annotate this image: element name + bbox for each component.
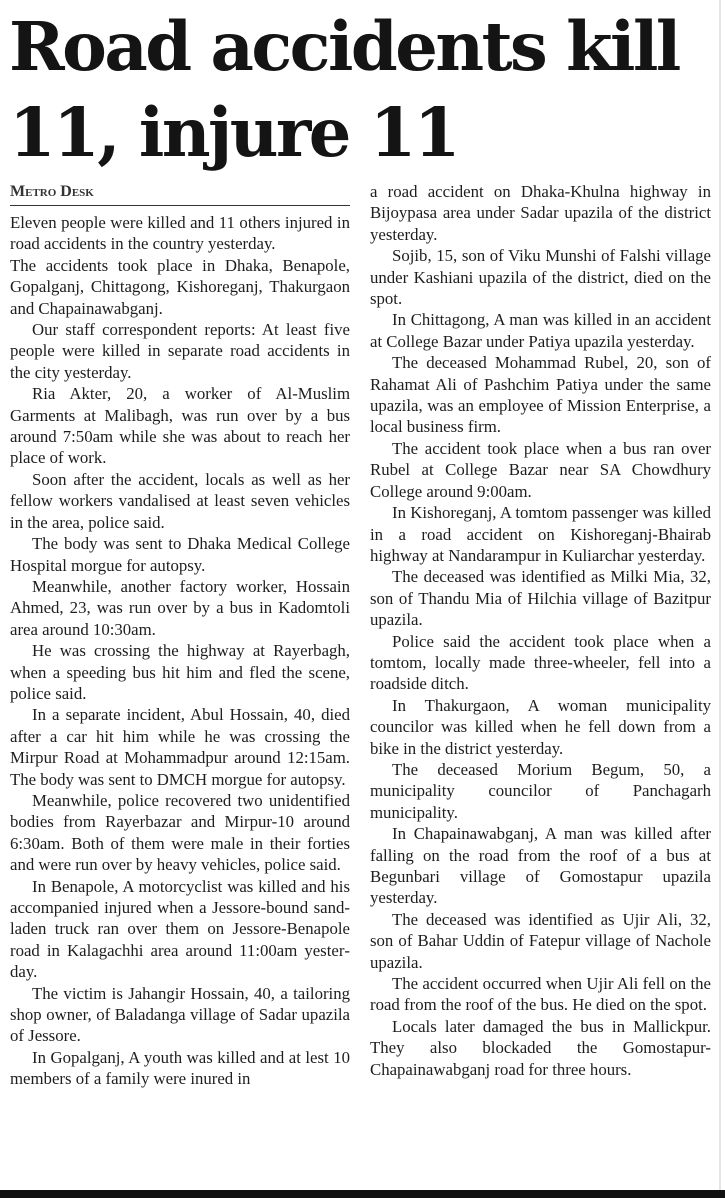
article-paragraph: The accidents took place in Dhaka, Benapole, Gopalganj, Chittagong, Kishoreganj, Thakurgaon and Chapainawabganj. (10, 255, 350, 318)
article-paragraph: Police said the accident took place when a tomtom, locally made three-wheeler, fell into a roadside ditch. (370, 631, 711, 694)
article-paragraph: Our staff correspondent reports: At least five people were killed in separate road accidents in the city yesterday. (10, 320, 350, 382)
headline-line-2: 11, injure 11 (9, 93, 458, 172)
article-paragraph: Meanwhile, another factory worker, Hossain Ahmed, 23, was run over by a bus in Kadomtoli area around 10:30am. (10, 576, 350, 639)
article-paragraph: The deceased was identified as Ujir Ali, 32, son of Bahar Uddin of Fatepur village of Nachole upazila. (370, 909, 711, 972)
article-paragraph: The deceased Morium Begum, 50, a municipality councilor of Panchagarh municipality. (370, 759, 711, 822)
article-paragraph: The body was sent to Dhaka Medical College Hospital morgue for autopsy. (10, 534, 350, 575)
article-paragraph: Ria Akter, 20, a worker of Al-Muslim Garments at Malibagh, was run over by a bus around 7:50am while she was about to reach her place of work. (10, 384, 350, 468)
article-paragraph: Eleven people were killed and 11 others injured in road accidents in the country yesterday. (10, 213, 350, 254)
article-paragraph: In Kishoreganj, A tomtom passenger was killed in a road accident on Kishoreganj-Bhairab highway at Nandarampur in Kuliarchar yesterday. (370, 503, 711, 565)
article-paragraph: The accident took place when a bus ran over Rubel at College Bazar near SA Chowdhury College around 9:00am. (370, 438, 711, 501)
article-paragraph: Sojib, 15, son of Viku Munshi of Falshi village under Kashiani upazila of the district, died on the spot. (370, 246, 711, 309)
article-paragraph: In Gopalganj, A youth was killed and at lest 10 members of a family were inured in (10, 1047, 350, 1089)
byline: Metro Desk (10, 181, 350, 206)
article-paragraph: The deceased Mohammad Rubel, 20, son of Rahamat Ali of Pashchim Patiya under the same upazila, was an employee of Mission Enterprise, a local business firm. (370, 353, 711, 437)
article-column-left (10, 181, 350, 1187)
article-paragraph: Locals later damaged the bus in Mallickpur. They also blockaded the Gomostapur-Chapainawabganj road for three hours. (370, 1016, 711, 1079)
article-paragraph: a road accident on Dhaka-Khulna highway in Bijoypasa area under Sadar upazila of the district yesterday. (370, 182, 711, 244)
bottom-bar (0, 1190, 725, 1198)
article-paragraph: In a separate incident, Abul Hossain, 40, died after a car hit him while he was crossing the Mirpur Road at Mohammadpur around 12:15am. The body was sent to DMCH morgue for autopsy. (10, 705, 350, 789)
headline (9, 4, 715, 176)
article-paragraph: Meanwhile, police recovered two unidentified bodies from Rayerbazar and Mirpur-10 around 6:30am. Both of them were male in their forties and were run over by heavy vehicles, police said. (10, 790, 350, 875)
article-paragraph: The accident occurred when Ujir Ali fell on the road from the roof of the bus. He died on the spot. (370, 974, 711, 1015)
article-column-right (370, 181, 711, 1187)
page-edge (719, 0, 721, 1190)
article-paragraph: The deceased was identified as Milki Mia, 32, son of Thandu Mia of Hilchia village of Bazitpur upazila. (370, 567, 711, 630)
article-paragraph: The victim is Jahangir Hossain, 40, a tailoring shop owner, of Baladanga village of Sadar upazila of Jessore. (10, 983, 350, 1046)
article-paragraph: Soon after the accident, locals as well as her fellow workers vandalised at least seven vehicles in the area, police said. (10, 469, 350, 532)
article-paragraph: In Thakurgaon, A woman municipality councilor was killed when he fell down from a bike in the district yesterday. (370, 695, 711, 758)
headline-line-1: Road accidents kill (9, 7, 679, 86)
article-paragraph: He was crossing the highway at Rayerbagh, when a speeding bus hit him and fled the scene, police said. (10, 641, 350, 703)
article-paragraph: In Benapole, A motorcyclist was killed and his accompanied injured when a Jessore-bound sand-laden truck ran over them on Jessore-Benapole road in Kalagachhi area around 11:00am yesterday. (10, 876, 350, 982)
article-paragraph: In Chapainawabganj, A man was killed after falling on the road from the roof of a bus at Begunbari village of Gomostapur upazila yesterday. (370, 824, 711, 908)
article-paragraph: In Chittagong, A man was killed in an accident at College Bazar under Patiya upazila yesterday. (370, 310, 711, 351)
